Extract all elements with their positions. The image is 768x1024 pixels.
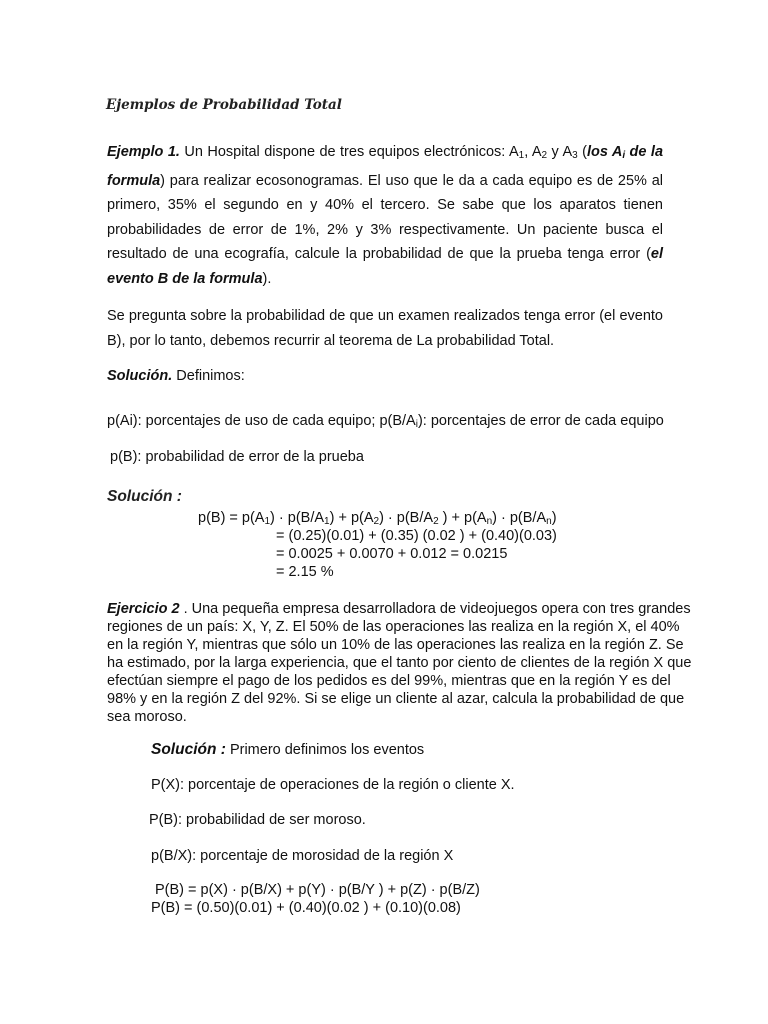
subscript: 1 (324, 516, 330, 527)
definition-pb: p(B): probabilidad de error de la prueba (110, 449, 364, 465)
formula-2-line-2: P(B) = (0.50)(0.01) + (0.40)(0.02 ) + (0.10)(0.08) (151, 900, 461, 916)
text-line: sea moroso. (107, 709, 187, 725)
solution-heading: Solución : (107, 488, 182, 505)
text-span: ). (262, 270, 272, 287)
text-line: ha estimado, por la larga experiencia, que el tanto por ciento de clientes de la región X que (107, 655, 692, 671)
bold-italic-text: de la formula (107, 144, 664, 189)
text-span: ) · p(B/A (270, 510, 325, 526)
text-span: Primero definimos los eventos (225, 742, 425, 758)
exercise-2-label: Ejercicio 2 (107, 601, 180, 617)
definition-pb-moroso: P(B): probabilidad de ser moroso. (149, 812, 366, 828)
definition-px: P(X): porcentaje de operaciones de la región o cliente X. (151, 777, 515, 793)
text-line: efectúan siempre el pago de los pedidos es del 99%, mientras que en la región Y es del (107, 673, 671, 689)
subscript: 1 (264, 516, 271, 527)
text-span: Un Hospital dispone de tres equipos electrónicos: A (179, 144, 519, 160)
solution-label: Solución. (107, 368, 173, 384)
formula-line-4: = 2.15 % (276, 564, 334, 580)
subscript: 2 (373, 516, 380, 527)
page-title: Ejemplos de Probabilidad Total (106, 97, 342, 113)
solution-definitions-line (107, 368, 245, 384)
text-span: ) para realizar ecosonogramas. El uso que le da a cada equipo es de 25% al primero, 35% el segundo en y 40% el tercero. Se sabe que los aparatos tienen probabilidades de error de 1%, 2% y 3% respectivamente. Un paciente busca el resultado de una ecografía, calcule la probabilidad de que la prueba tenga error ( (107, 172, 663, 262)
text-line: regiones de un país: X, Y, Z. El 50% de las operaciones las realiza en la región X, el 40% (107, 619, 680, 635)
text-span: ) · p(B/A (379, 510, 434, 526)
text-span: ( (577, 144, 587, 160)
example-1-paragraph (107, 140, 663, 291)
text-line: en la región Y, mientras que sólo un 10% de las operaciones las realiza en la región Z. Se (107, 637, 684, 653)
solution-2-label: Solución : (151, 741, 226, 758)
definition-pai (107, 413, 664, 430)
text-line (107, 600, 691, 618)
solution-2-heading (151, 741, 424, 759)
text-span: ) + p(A (438, 510, 487, 526)
bold-italic-text: los A (586, 144, 623, 160)
definition-pbx: p(B/X): porcentaje de morosidad de la región X (151, 848, 454, 864)
subscript: 2 (433, 516, 439, 527)
exercise-2-paragraph (107, 600, 692, 726)
bold-italic-text: el evento B de la formula (107, 246, 663, 287)
text-span: p(B) = p(A (198, 510, 265, 526)
example-1-label: Ejemplo 1. (107, 144, 180, 160)
formula-line-3: = 0.0025 + 0.0070 + 0.012 = 0.0215 (276, 546, 508, 562)
text-span: Definimos: (172, 368, 245, 384)
paragraph-2: Se pregunta sobre la probabilidad de que un examen realizados tenga error (el evento B), por lo tanto, debemos recurrir al teorema de La probabilidad Total. (107, 308, 663, 349)
text-span: p(Ai): porcentajes de uso de cada equipo; p(B/A (107, 413, 416, 429)
subscript: i (415, 419, 418, 430)
text-span: , A (524, 144, 542, 160)
subscript: 2 (541, 150, 548, 161)
formula-2-line-1: P(B) = p(X) · p(B/X) + p(Y) · p(B/Y ) + p(Z) · p(B/Z) (155, 882, 480, 898)
text-span: . Una pequeña empresa desarrolladora de videojuegos opera con tres grandes (179, 601, 691, 617)
text-span: ) + p(A (329, 510, 374, 526)
subscript: 3 (572, 150, 578, 161)
text-span: y A (547, 144, 573, 160)
text-span: ) (551, 510, 557, 526)
subscript: 1 (518, 150, 525, 161)
formula-line-2: = (0.25)(0.01) + (0.35) (0.02 ) + (0.40)(0.03) (276, 528, 557, 544)
text-span: ) · p(B/A (492, 510, 547, 526)
subscript: n (546, 516, 552, 527)
subscript: i (622, 150, 626, 161)
text-line: 98% y en la región Z del 92%. Si se elige un cliente al azar, calcula la probabilidad de que (107, 691, 685, 707)
formula-line-1 (198, 510, 557, 527)
subscript: n (486, 516, 493, 527)
text-span: ): porcentajes de error de cada equipo (417, 413, 664, 429)
